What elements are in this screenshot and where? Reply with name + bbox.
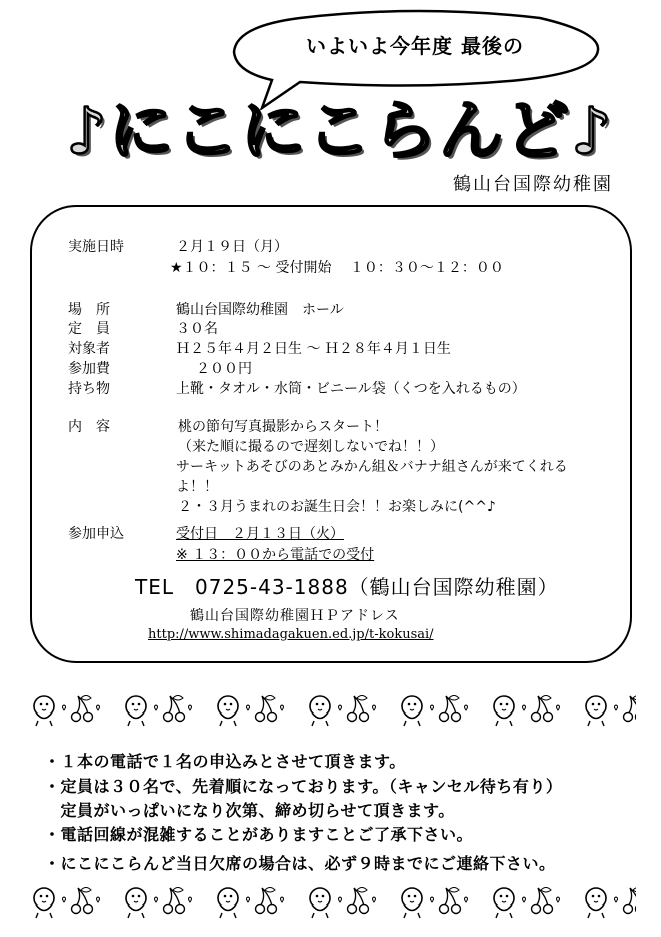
- chick-icon-group: [34, 696, 100, 727]
- note-item: ・１本の電話で１名の申込みとさせて頂きます。: [44, 752, 406, 771]
- content-line: サーキットあそびのあとみかん組＆バナナ組さんが来てくれる: [176, 459, 568, 475]
- content-line: よ！！: [176, 479, 218, 495]
- content-label: 内 容: [68, 419, 110, 435]
- decorative-border-top: [26, 688, 636, 732]
- decorative-border-bottom: [26, 880, 636, 924]
- content-line: （来た順に撮るので遅刻しないでね！！）: [178, 439, 444, 455]
- apply-date: 受付日 ２月１３日（火）: [176, 526, 344, 542]
- note-item: ・電話回線が混雑することがありますことご了承下さい。: [44, 825, 474, 844]
- fee-value: ２００円: [196, 361, 252, 377]
- apply-label: 参加申込: [68, 526, 124, 542]
- place-label: 場 所: [68, 302, 110, 318]
- homepage-label: 鶴山台国際幼稚園ＨＰアドレス: [190, 608, 400, 624]
- bubble-text: いよいよ今年度 最後の: [306, 34, 524, 58]
- phone-number: TEL 0725-43-1888（鶴山台国際幼稚園）: [135, 575, 559, 599]
- apply-note: ※ １３：００から電話での受付: [176, 547, 375, 563]
- page-title: ♪にこにこらんど♪: [66, 95, 614, 169]
- school-name: 鶴山台国際幼稚園: [453, 174, 613, 195]
- note-item: ・にこにこらんど当日欠席の場合は、必ず９時までにご連絡下さい。: [44, 854, 556, 873]
- date-value: ２月１９日（月）: [176, 239, 288, 255]
- target-label: 対象者: [68, 341, 110, 357]
- content-line: 桃の節句写真撮影からスタート！: [178, 419, 388, 435]
- note-item: 定員がいっぱいになり次第、締め切らせて頂きます。: [44, 801, 455, 820]
- target-value: Ｈ２５年４月２日生 ～ Ｈ２８年４月１日生: [176, 341, 451, 357]
- fee-label: 参加費: [68, 361, 110, 377]
- time-value: ★１０：１５ ～ 受付開始 １０：３０～１２：００: [170, 260, 504, 276]
- place-value: 鶴山台国際幼稚園 ホール: [176, 302, 344, 318]
- content-line: ２・３月うまれのお誕生日会！！お楽しみに(^^♪: [178, 499, 496, 515]
- items-label: 持ち物: [68, 381, 110, 397]
- capacity-label: 定 員: [68, 321, 110, 337]
- date-label: 実施日時: [68, 239, 124, 255]
- note-item: ・定員は３０名で、先着順になっております。（キャンセル待ち有り）: [44, 777, 563, 796]
- items-value: 上靴・タオル・水筒・ビニール袋（くつを入れるもの）: [176, 381, 526, 397]
- capacity-value: ３０名: [176, 321, 218, 337]
- homepage-link[interactable]: http://www.shimadagakuen.ed.jp/t-kokusai/: [148, 627, 434, 642]
